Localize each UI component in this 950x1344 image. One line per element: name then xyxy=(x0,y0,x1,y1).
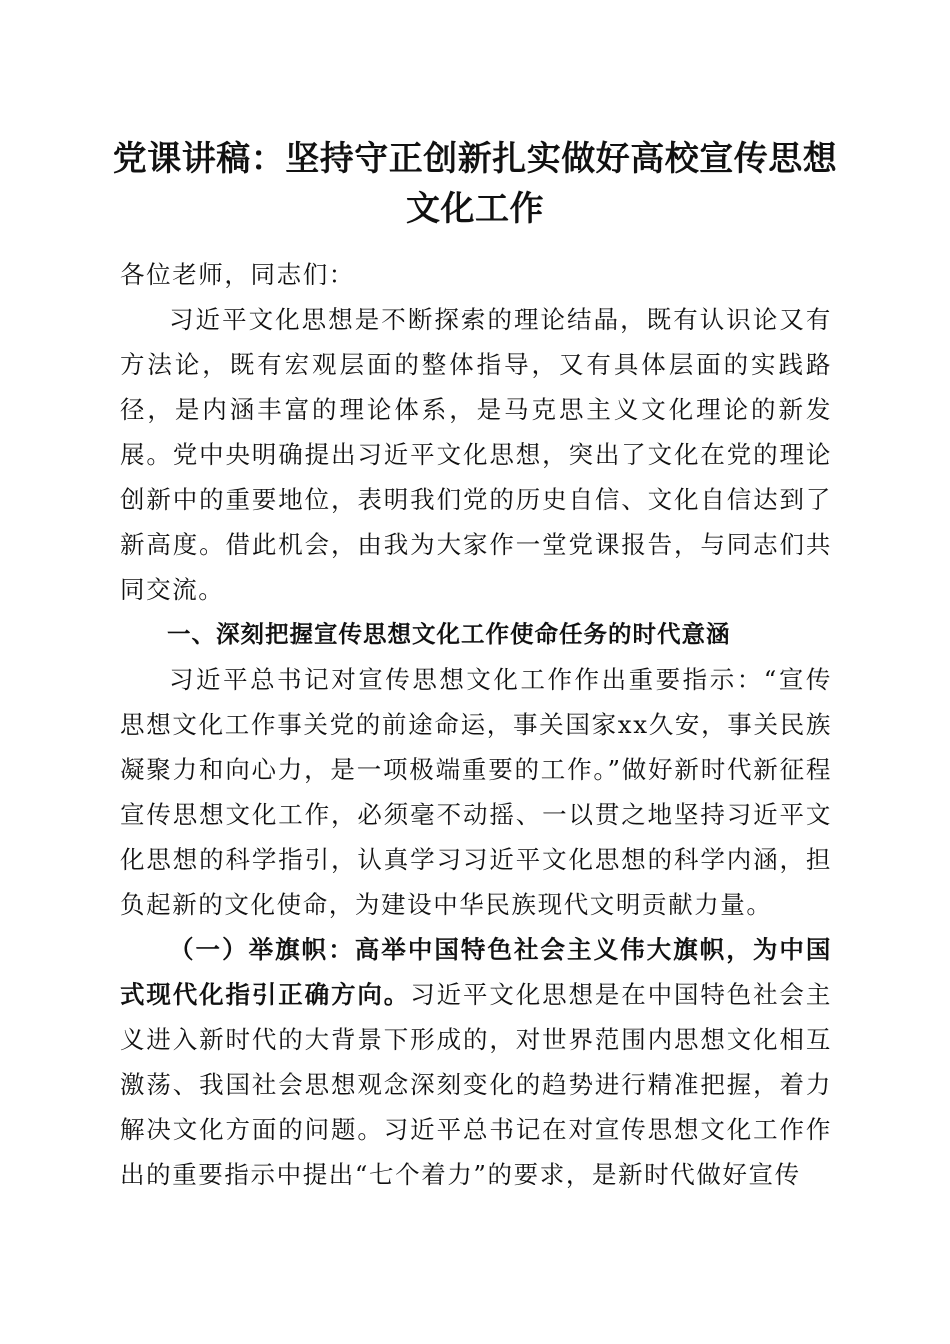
section-heading-1: 一、深刻把握宣传思想文化工作使命任务的时代意涵 xyxy=(167,620,731,648)
salutation: 各位老师，同志们： xyxy=(120,260,355,289)
subsection-text: 习近平文化思想是在中国特色社会主义进入新时代的大背景下形成的，对世界范围内思想文化相互激荡、我国社会思想观念深刻变化的趋势进行精准把握，着力解决文化方面的问题。习近平总书记在对宣传思想文化工作作出的重要指示中提出“七个着力”的要求，是新时代做好宣传 xyxy=(120,980,832,1189)
paragraph-intro: 习近平文化思想是不断探索的理论结晶，既有认识论又有方法论，既有宏观层面的整体指导，又有具体层面的实践路径，是内涵丰富的理论体系，是马克思主义文化理论的新发展。党中央明确提出习近平文化思想，突出了文化在党的理论创新中的重要地位，表明我们党的历史自信、文化自信达到了新高度。借此机会，由我为大家作一堂党课报告，与同志们共同交流。 xyxy=(120,305,832,604)
subsection-lead: （一）举旗帜：高举中国特色社会主义伟大旗帜，为中国式现代化指引正确方向。 xyxy=(120,935,832,1009)
document-title: 党课讲稿：坚持守正创新扎实做好高校宣传思想文化工作 xyxy=(112,139,838,229)
document-body xyxy=(120,252,832,1197)
paragraph-section-1: 习近平总书记对宣传思想文化工作作出重要指示：“宣传思想文化工作事关党的前途命运，事关国家xx久安，事关民族凝聚力和向心力，是一项极端重要的工作。”做好新时代新征程宣传思想文化工作，必须毫不动摇、一以贯之地坚持习近平文化思想的科学指引，认真学习习近平文化思想的科学内涵，担负起新的文化使命，为建设中华民族现代文明贡献力量。 xyxy=(120,665,832,919)
paragraph-subsection-1 xyxy=(120,927,832,1197)
